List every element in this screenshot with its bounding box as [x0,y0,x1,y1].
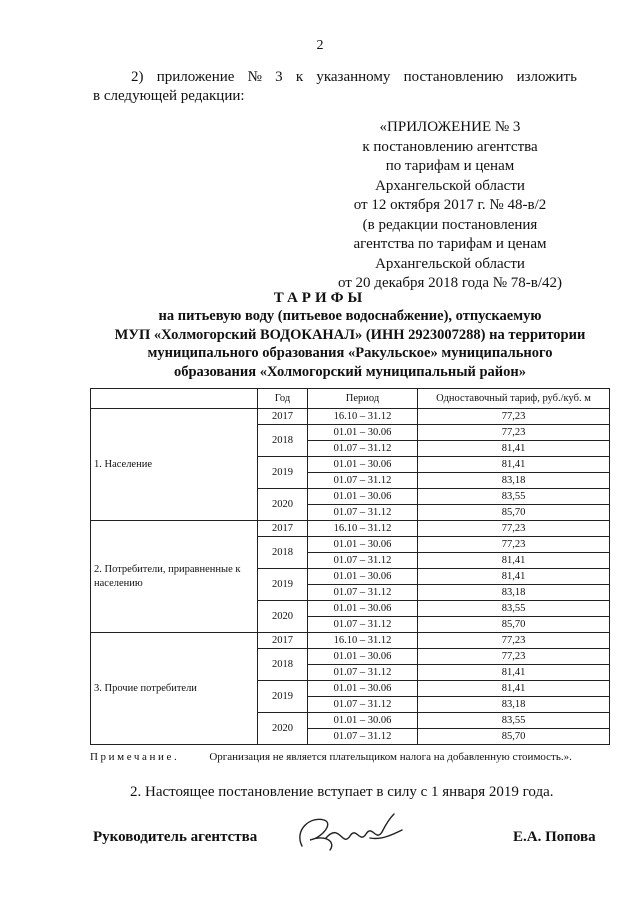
year-cell: 2017 [258,409,308,425]
tariff-value-cell: 83,55 [418,713,610,729]
clause-2: 2. Настоящее постановление вступает в силу с 1 января 2019 года. [130,784,554,800]
table-row [91,409,610,425]
item-2-word: изложить [516,69,577,85]
note-label: Примечание. [90,751,180,763]
tariff-value-cell: 81,41 [418,681,610,697]
appendix-line: от 12 октября 2017 г. № 48-в/2 [353,197,547,213]
period-cell: 01.07 – 31.12 [308,697,418,713]
year-cell: 2019 [258,681,308,713]
appendix-line: агентства по тарифам и ценам [353,236,547,252]
period-cell: 01.01 – 30.06 [308,601,418,617]
header-tariff: Одноставочный тариф, руб./куб. м [418,389,610,409]
header-category [91,389,258,409]
item-2-word: приложение [156,69,235,85]
note-text: Организация не является плательщиком налога на добавленную стоимость.». [209,751,572,763]
handwritten-signature [290,808,410,858]
category-cell: 1. Население [91,409,258,521]
appendix-line: к постановлению агентства [362,138,538,155]
year-cell: 2017 [258,633,308,649]
item-2-first-line [93,68,577,87]
period-cell: 01.07 – 31.12 [308,729,418,745]
tariff-value-cell: 83,55 [418,489,610,505]
subtitle-line: на питьевую воду (питьевое водоснабжение), отпускаемую [158,308,542,324]
tariff-value-cell: 85,70 [418,505,610,521]
period-cell: 16.10 – 31.12 [308,409,418,425]
appendix-line: от 20 декабря 2018 года № 78-в/42) [337,275,563,291]
table-row [91,633,610,649]
tariff-value-cell: 83,18 [418,473,610,489]
period-cell: 16.10 – 31.12 [308,633,418,649]
appendix-line: Архангельской области [375,177,525,194]
tariff-value-cell: 83,55 [418,601,610,617]
period-cell: 01.01 – 30.06 [308,457,418,473]
year-cell: 2020 [258,601,308,633]
year-cell: 2019 [258,457,308,489]
tariff-value-cell: 81,41 [418,553,610,569]
period-cell: 01.07 – 31.12 [308,553,418,569]
period-cell: 01.07 – 31.12 [308,441,418,457]
year-cell: 2018 [258,649,308,681]
year-cell: 2020 [258,713,308,745]
tariff-value-cell: 81,41 [418,441,610,457]
tariff-value-cell: 77,23 [418,649,610,665]
note [90,751,620,763]
item-2-word: к [295,69,304,85]
appendix-line: Архангельской области [375,255,525,272]
period-cell: 01.01 – 30.06 [308,425,418,441]
year-cell: 2020 [258,489,308,521]
period-cell: 01.01 – 30.06 [308,713,418,729]
document-title: ТАРИФЫ [273,290,367,306]
year-cell: 2017 [258,521,308,537]
item-2-paragraph [93,68,577,106]
year-cell: 2018 [258,425,308,457]
tariff-value-cell: 77,23 [418,537,610,553]
tariff-value-cell: 77,23 [418,425,610,441]
tariff-value-cell: 85,70 [418,729,610,745]
item-2-word: указанному [316,69,391,85]
tariff-value-cell: 83,18 [418,697,610,713]
signer-title: Руководитель агентства [93,829,258,845]
period-cell: 01.01 – 30.06 [308,681,418,697]
period-cell: 01.07 – 31.12 [308,617,418,633]
tariff-value-cell: 77,23 [418,521,610,537]
period-cell: 01.01 – 30.06 [308,569,418,585]
tariff-value-cell: 81,41 [418,569,610,585]
page-number: 2 [316,38,324,53]
signer-name: Е.А. Попова [513,829,596,845]
period-cell: 16.10 – 31.12 [308,521,418,537]
appendix-line: «ПРИЛОЖЕНИЕ № 3 [379,119,521,135]
year-cell: 2018 [258,537,308,569]
category-cell: 3. Прочие потребители [91,633,258,745]
subtitle-line: МУП «Холмогорский ВОДОКАНАЛ» (ИНН 2923007288) на территории [114,326,586,343]
tariff-table [90,388,610,745]
item-2-word: № [247,69,262,85]
period-cell: 01.07 – 31.12 [308,505,418,521]
year-cell: 2019 [258,569,308,601]
category-cell: 2. Потребители, приравненные к населению [91,521,258,633]
appendix-header [300,118,600,294]
tariff-value-cell: 77,23 [418,409,610,425]
tariff-value-cell: 85,70 [418,617,610,633]
item-2-second-line: в следующей редакции: [93,88,245,104]
appendix-line: по тарифам и ценам [385,158,515,174]
period-cell: 01.01 – 30.06 [308,537,418,553]
header-period: Период [308,389,418,409]
appendix-line: (в редакции постановления [362,216,538,233]
tariff-value-cell: 83,18 [418,585,610,601]
period-cell: 01.01 – 30.06 [308,649,418,665]
table-row [91,521,610,537]
tariff-value-cell: 77,23 [418,633,610,649]
document-subtitle [60,307,640,381]
header-year: Год [258,389,308,409]
table-header-row [91,389,610,409]
period-cell: 01.07 – 31.12 [308,665,418,681]
tariff-value-cell: 81,41 [418,665,610,681]
period-cell: 01.07 – 31.12 [308,585,418,601]
item-2-word: 2) [131,69,144,85]
subtitle-line: образования «Холмогорский муниципальный район» [173,363,527,380]
tariff-value-cell: 81,41 [418,457,610,473]
period-cell: 01.01 – 30.06 [308,489,418,505]
period-cell: 01.07 – 31.12 [308,473,418,489]
item-2-word: постановлению [403,69,504,85]
item-2-word: 3 [275,69,283,85]
subtitle-line: муниципального образования «Ракульское» муниципального [147,345,553,361]
